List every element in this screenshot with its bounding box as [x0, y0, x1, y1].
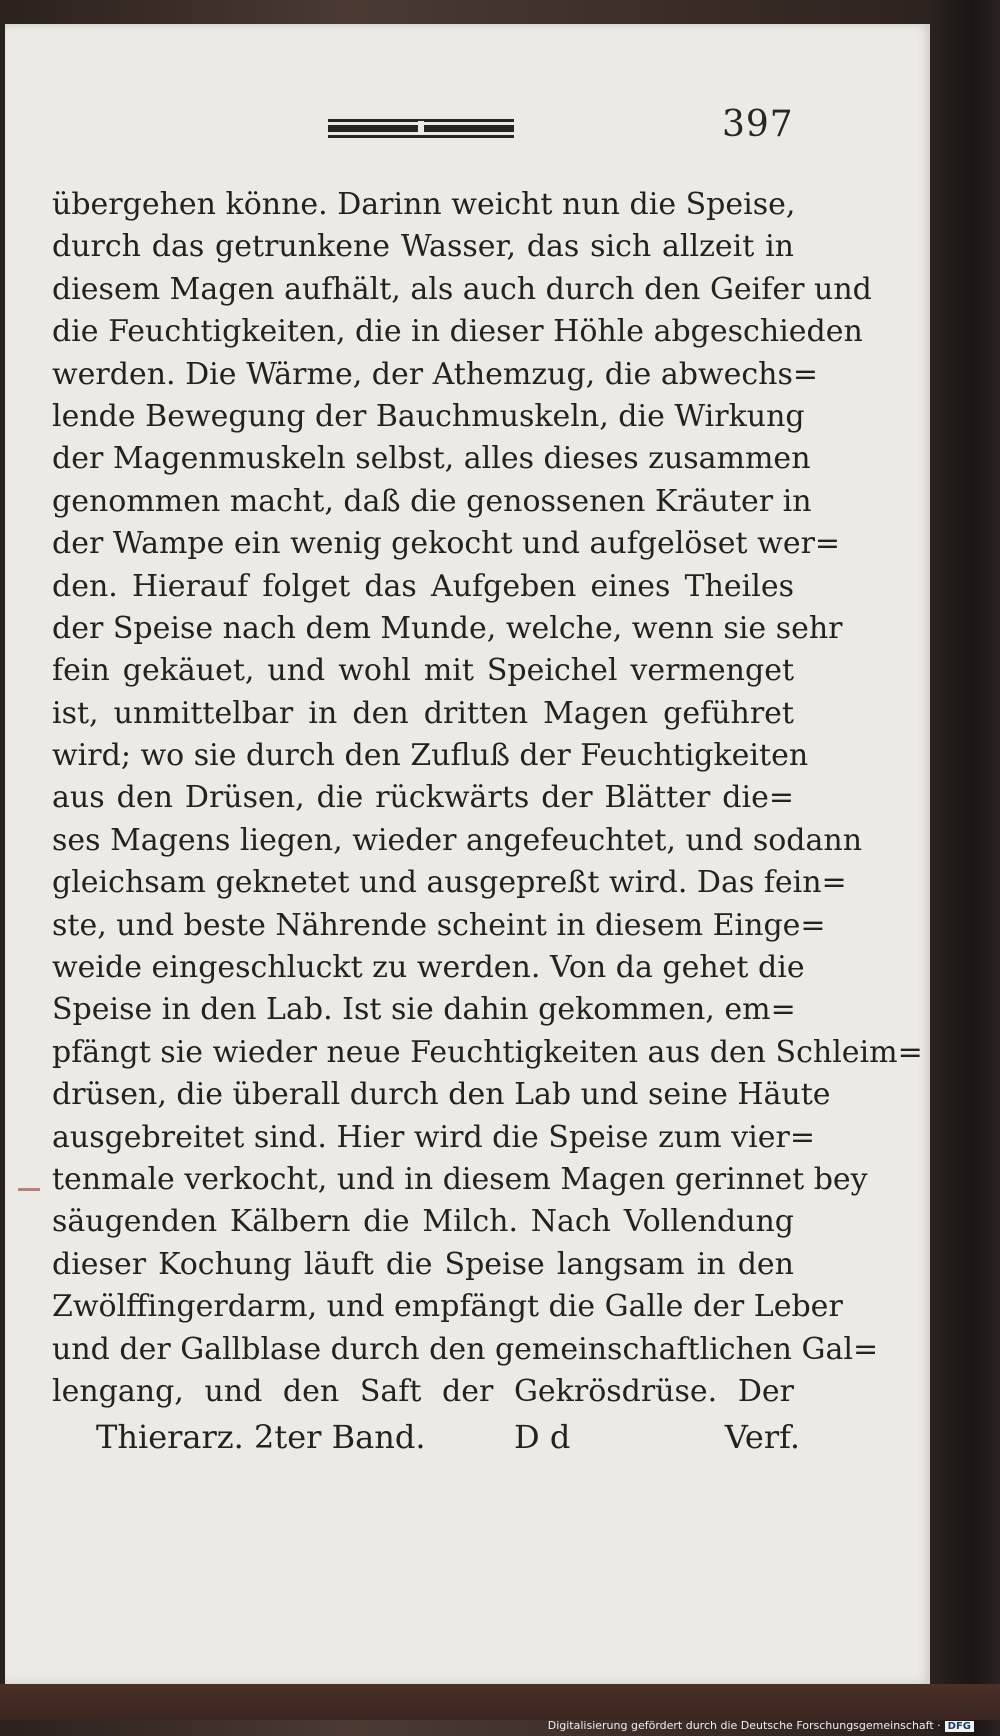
text-line: durch das getrunkene Wasser, das sich allzeit in [52, 229, 794, 265]
text-line: ist, unmittelbar in den dritten Magen geführet [52, 695, 794, 731]
text-line: drüsen, die überall durch den Lab und seine Häute [52, 1077, 831, 1113]
margin-pencil-mark [18, 1188, 40, 1191]
text-line: dieser Kochung läuft die Speise langsam in den [52, 1246, 794, 1282]
text-line: der Wampe ein wenig gekocht und aufgelöset wer= [52, 526, 841, 562]
text-line: und der Gallblase durch den gemeinschaftlichen Gal= [52, 1331, 879, 1367]
footer-sheet-mark: D d [514, 1418, 571, 1456]
text-line: lengang, und den Saft der Gekrösdrüse. Der [52, 1373, 794, 1409]
text-line: den. Hierauf folget das Aufgeben eines Theiles [52, 568, 794, 604]
text-line: der Speise nach dem Munde, welche, wenn sie sehr [52, 610, 843, 646]
text-line: werden. Die Wärme, der Athemzug, die abwechs= [52, 356, 819, 392]
text-line: übergehen könne. Darinn weicht nun die Speise, [52, 187, 796, 222]
text-line: ausgebreitet sind. Hier wird die Speise zum vier= [52, 1119, 815, 1155]
page-footer [96, 1418, 800, 1466]
text-line: pfängt sie wieder neue Feuchtigkeiten aus den Schleim= [52, 1034, 923, 1070]
text-line: die Feuchtigkeiten, die in dieser Höhle abgeschieden [52, 314, 863, 350]
digitization-credit [548, 1719, 974, 1732]
footer-signature: Thierarz. 2ter Band. [96, 1418, 426, 1456]
body-text [52, 184, 923, 1413]
book-bottom-edge [0, 1684, 1000, 1720]
text-line: weide eingeschluckt zu werden. Von da gehet die [52, 950, 805, 986]
footer-catchword: Verf. [724, 1418, 800, 1456]
text-line: Speise in den Lab. Ist sie dahin gekommen, em= [52, 992, 796, 1028]
text-line: genommen macht, daß die genossenen Kräuter in [52, 483, 812, 519]
text-line: wird; wo sie durch den Zufluß der Feuchtigkeiten [52, 738, 809, 774]
header-ornament-rule [328, 119, 514, 139]
text-line: säugenden Kälbern die Milch. Nach Vollendung [52, 1204, 794, 1240]
text-line: der Magenmuskeln selbst, alles dieses zusammen [52, 441, 811, 477]
text-line: gleichsam geknetet und ausgepreßt wird. Das fein= [52, 865, 847, 901]
text-line: fein gekäuet, und wohl mit Speichel vermenget [52, 653, 794, 689]
text-line: ses Magens liegen, wieder angefeuchtet, und sodann [52, 822, 863, 858]
text-line: tenmale verkocht, und in diesem Magen gerinnet bey [52, 1161, 868, 1197]
dfg-logo-icon: DFG [945, 1721, 974, 1732]
text-line: lende Bewegung der Bauchmuskeln, die Wirkung [52, 398, 805, 434]
text-line: diesem Magen aufhält, als auch durch den Geifer und [52, 271, 872, 307]
text-line: aus den Drüsen, die rückwärts der Blätter die= [52, 780, 794, 816]
page-number: 397 [722, 104, 794, 145]
text-line: Zwölffingerdarm, und empfängt die Galle der Leber [52, 1289, 843, 1325]
credit-text: Digitalisierung gefördert durch die Deutsche Forschungsgemeinschaft · [547, 1719, 941, 1732]
text-line: ste, und beste Nährende scheint in diesem Einge= [52, 907, 826, 943]
book-spine-edge [930, 0, 1000, 1736]
